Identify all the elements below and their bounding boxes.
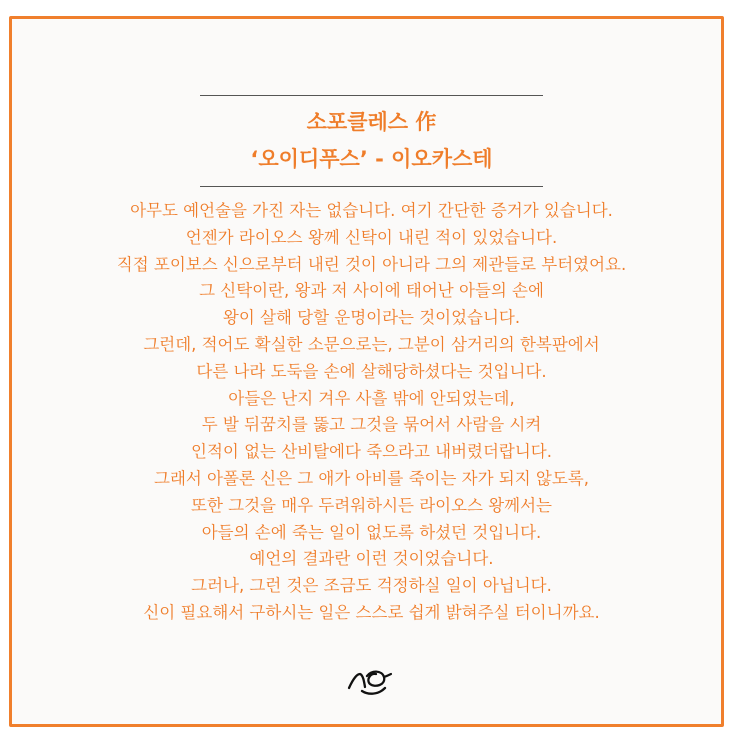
quote-line: 그 신탁이란, 왕과 저 사이에 태어난 아들의 손에 bbox=[199, 281, 544, 301]
quote-line: 그런데, 적어도 확실한 소문으로는, 그분이 삼거리의 한복판에서 bbox=[143, 334, 600, 354]
quote-line: 두 발 뒤꿈치를 뚫고 그것을 묶어서 사람을 시켜 bbox=[201, 415, 542, 435]
quote-line: 왕이 살해 당할 운명이라는 것이었습니다. bbox=[222, 308, 521, 328]
quote-line: 언젠가 라이오스 왕께 신탁이 내린 적이 있었습니다. bbox=[185, 227, 558, 247]
title-work: ‘오이디푸스’ - 이오카스테 bbox=[250, 147, 493, 171]
quote-line: 인적이 없는 산비탈에다 죽으라고 내버렸더랍니다. bbox=[191, 442, 552, 462]
signature-logo bbox=[346, 664, 394, 700]
quote-line: 아무도 예언술을 가진 자는 없습니다. 여기 간단한 증거가 있습니다. bbox=[130, 201, 613, 220]
quote-body bbox=[0, 198, 743, 627]
quote-line: 아들의 손에 죽는 일이 없도록 하셨던 것입니다. bbox=[201, 522, 542, 542]
quote-line: 그래서 아폴론 신은 그 애가 아비를 죽이는 자가 되지 않도록, bbox=[154, 468, 589, 488]
bottom-divider bbox=[200, 186, 543, 187]
quote-line: 예언의 결과란 이런 것이었습니다. bbox=[249, 549, 494, 569]
top-divider bbox=[200, 95, 543, 96]
quote-line: 또한 그것을 매우 두려워하시든 라이오스 왕께서는 bbox=[191, 495, 552, 515]
quote-line: 다른 나라 도둑을 손에 살해당하셨다는 것입니다. bbox=[196, 361, 547, 381]
quote-line: 직접 포이보스 신으로부터 내린 것이 아니라 그의 제관들로 부터였어요. bbox=[116, 254, 627, 274]
quote-line: 아들은 난지 겨우 사흘 밖에 안되었는데, bbox=[228, 388, 515, 408]
title-author: 소포클레스 作 bbox=[306, 110, 437, 134]
quote-line: 그러나, 그런 것은 조금도 걱정하실 일이 아닙니다. bbox=[191, 576, 552, 596]
quote-line: 신이 필요해서 구하시는 일은 스스로 쉽게 밝혀주실 터이니까요. bbox=[143, 602, 600, 622]
